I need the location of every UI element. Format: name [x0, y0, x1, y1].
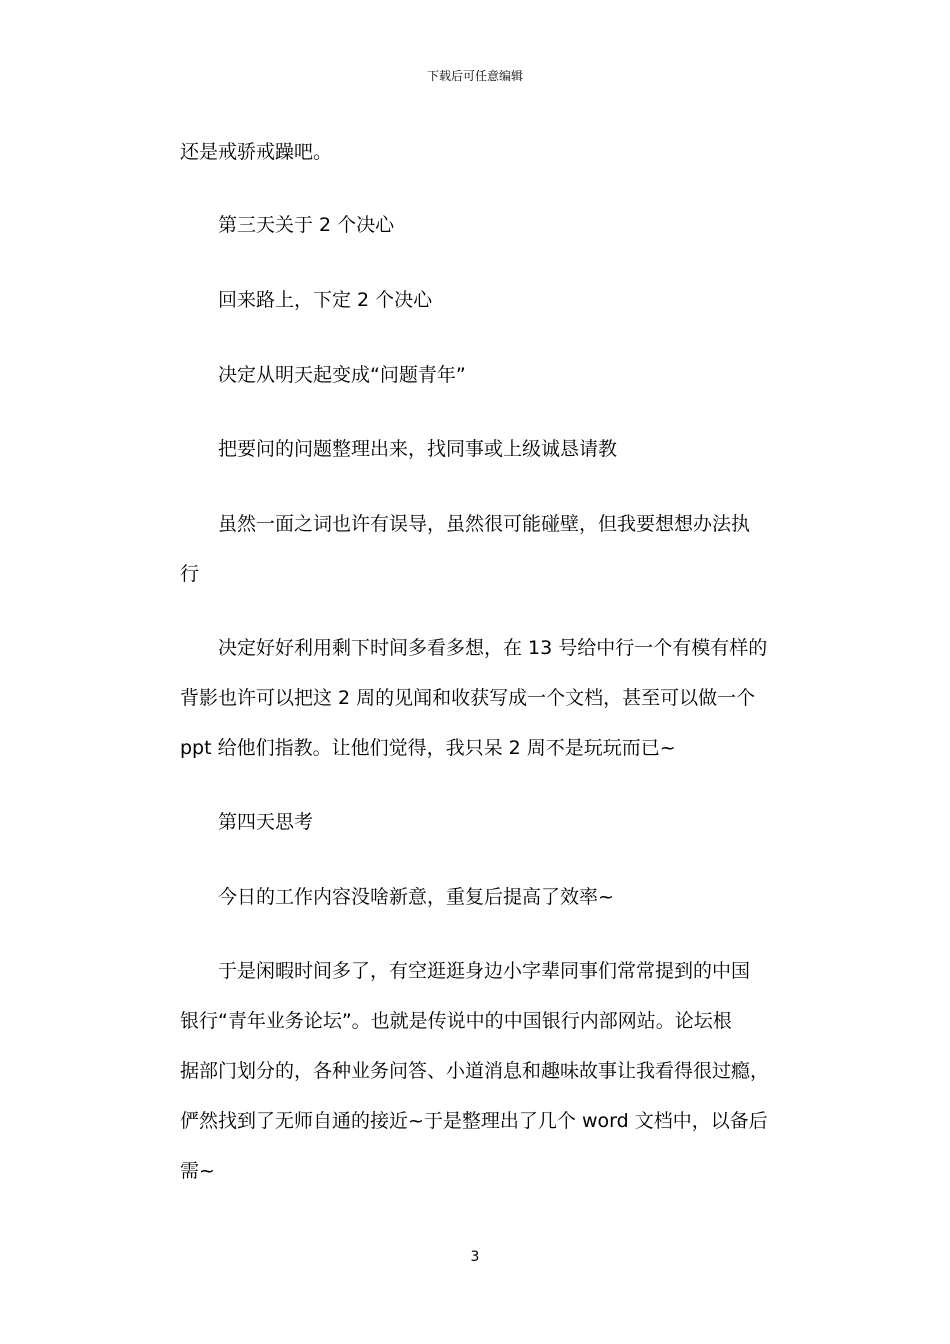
text-line: 背影也许可以把这 2 周的见闻和收获写成一个文档，甚至可以做一个	[180, 687, 756, 709]
text-line: 今日的工作内容没啥新意，重复后提高了效率~	[218, 886, 614, 908]
text-line: 把要问的问题整理出来，找同事或上级诚恳请教	[218, 438, 618, 460]
text-line: 需~	[180, 1160, 215, 1182]
text-line: 银行“青年业务论坛”。也就是传说中的中国银行内部网站。论坛根	[180, 1010, 732, 1032]
page-header: 下载后可任意编辑	[426, 69, 523, 83]
text-line: ppt 给他们指教。让他们觉得，我只呆 2 周不是玩玩而已~	[180, 737, 676, 759]
section-heading: 第三天关于 2 个决心	[218, 214, 395, 236]
text-line: 虽然一面之词也许有误导，虽然很可能碰壁，但我要想想办法执	[218, 513, 751, 535]
text-line: 俨然找到了无师自通的接近~于是整理出了几个 word 文档中，以备后	[180, 1110, 768, 1132]
section-heading: 第四天思考	[218, 811, 314, 833]
text-line: 于是闲暇时间多了，有空逛逛身边小字辈同事们常常提到的中国	[218, 960, 751, 982]
text-line: 决定好好利用剩下时间多看多想，在 13 号给中行一个有模有样的	[218, 637, 768, 659]
text-line: 据部门划分的，各种业务问答、小道消息和趣味故事让我看得很过瘾，	[180, 1060, 770, 1082]
text-line: 决定从明天起变成“问题青年”	[218, 364, 466, 386]
text-line: 回来路上，下定 2 个决心	[218, 289, 433, 311]
page-number: 3	[470, 1249, 480, 1265]
text-line: 还是戒骄戒躁吧。	[180, 141, 333, 163]
text-line: 行	[180, 563, 200, 585]
